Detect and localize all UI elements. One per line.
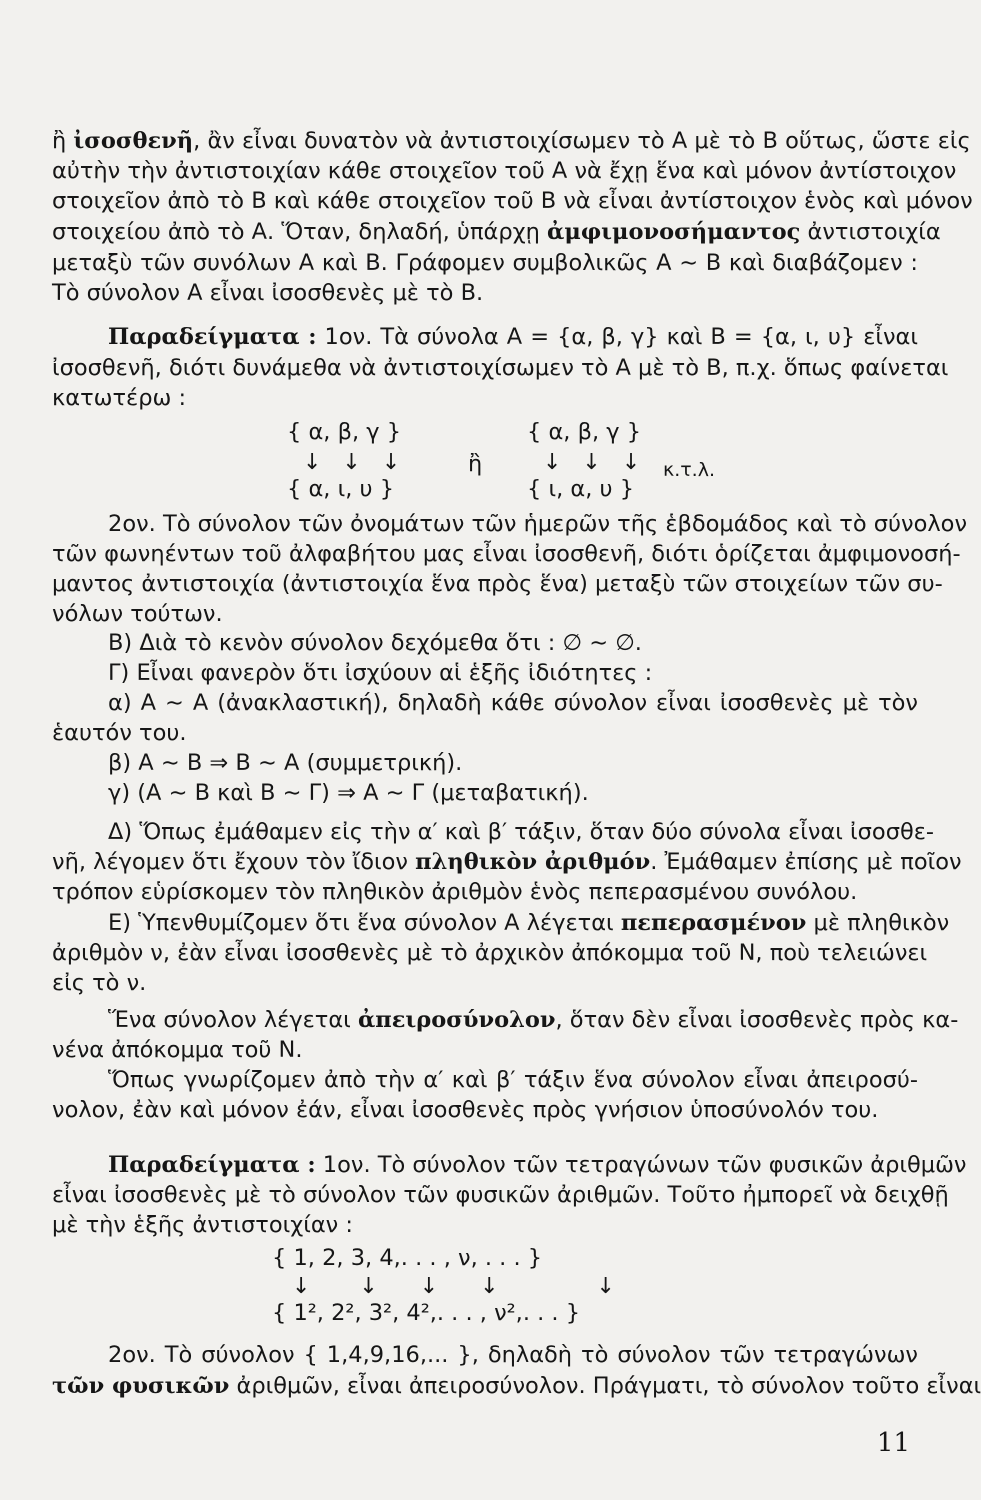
set-a-second: { α, β, γ } (527, 419, 642, 445)
mapping-arrows: ↓ ↓ ↓ (303, 450, 401, 475)
text-line: μὲ τὴν ἑξῆς ἀντιστοιχίαν : (52, 1212, 353, 1238)
text-line: Ὅπως γνωρίζομεν ἀπὸ τὴν α′ καὶ β′ τάξιν ἕνα σύνολον εἶναι ἀπειροσύ- (108, 1067, 918, 1093)
text-line: Παραδείγματα : 1ον. Τὸ σύνολον τῶν τετραγώνων τῶν φυσικῶν ἀριθμῶν (108, 1152, 967, 1178)
set-b-first: { α, ι, υ } (287, 476, 395, 502)
text-line: γ) (Α ∼ Β καὶ Β ∼ Γ) ⇒ Α ∼ Γ (μεταβατική). (108, 780, 589, 806)
text-line: νολον, ἐὰν καὶ μόνον ἐάν, εἶναι ἰσοσθενὲς πρὸς γνήσιον ὑποσύνολόν του. (52, 1097, 879, 1123)
or-word: ἢ (468, 451, 483, 477)
text-line: Β) Διὰ τὸ κενὸν σύνολον δεχόμεθα ὅτι : ∅ ∼ ∅. (108, 630, 642, 656)
text-line: μεταξὺ τῶν συνόλων Α καὶ Β. Γράφομεν συμβολικῶς Α ∼ Β καὶ διαβάζομεν : (52, 250, 918, 276)
text-line: ἰσοσθενῆ, διότι δυνάμεθα νὰ ἀντιστοιχίσωμεν τὸ Α μὲ τὸ Β, π.χ. ὅπως φαίνεται (52, 355, 949, 381)
text-line: 2ον. Τὸ σύνολον { 1,4,9,16,... }, δηλαδὴ τὸ σύνολον τῶν τετραγώνων (108, 1342, 918, 1368)
page-number: 11 (876, 1428, 910, 1458)
text-line: ἢ ἰσοσθενῆ, ἂν εἶναι δυνατὸν νὰ ἀντιστοιχίσωμεν τὸ Α μὲ τὸ Β οὕτως, ὥστε εἰς (52, 128, 971, 154)
natural-numbers-set: { 1, 2, 3, 4,. . . , ν, . . . } (272, 1245, 543, 1271)
mapping-arrows: ↓ ↓ ↓ ↓ ↓ (292, 1274, 615, 1299)
text-line: Παραδείγματα : 1ον. Τὰ σύνολα Α = {α, β, γ} καὶ Β = {α, ι, υ} εἶναι (108, 324, 918, 350)
text-line: β) Α ∼ Β ⇒ Β ∼ Α (συμμετρική). (108, 750, 463, 776)
text-line: στοιχείου ἀπὸ τὸ Α. Ὅταν, δηλαδή, ὑπάρχῃ ἀμφιμονοσήμαντος ἀντιστοιχία (52, 219, 941, 245)
text-line: νένα ἀπόκομμα τοῦ Ν. (52, 1037, 303, 1063)
bold-term: ἀμφιμονοσήμαντος (547, 219, 801, 245)
text-line: Ε) Ὑπενθυμίζομεν ὅτι ἕνα σύνολον Α λέγεται πεπερασμένον μὲ πληθικὸν (108, 910, 950, 936)
set-b-second: { ι, α, υ } (527, 476, 635, 502)
bold-term: ἀπειροσύνολον (357, 1007, 556, 1033)
text-line: Γ) Εἶναι φανερὸν ὅτι ἰσχύουν αἱ ἑξῆς ἰδιότητες : (108, 660, 653, 686)
text-line: εἰς τὸ ν. (52, 970, 147, 996)
bold-term: πεπερασμένον (620, 910, 807, 936)
text-line: ἀριθμὸν ν, ἐὰν εἶναι ἰσοσθενὲς μὲ τὸ ἀρχικὸν ἀπόκομμα τοῦ Ν, ποὺ τελειώνει (52, 940, 928, 966)
text-line: 2ον. Τὸ σύνολον τῶν ὀνομάτων τῶν ἡμερῶν τῆς ἑβδομάδος καὶ τὸ σύνολον (108, 511, 968, 537)
text-line: ἑαυτόν του. (52, 720, 187, 746)
text-line: νῆ, λέγομεν ὅτι ἔχουν τὸν ἴδιον πληθικὸν ἀριθμόν. Ἐμάθαμεν ἐπίσης μὲ ποῖον (52, 849, 962, 875)
text-line: τῶν φυσικῶν ἀριθμῶν, εἶναι ἀπειροσύνολον. Πράγματι, τὸ σύνολον τοῦτο εἶναι (52, 1373, 981, 1399)
text-line: κατωτέρω : (52, 385, 187, 411)
examples-heading: Παραδείγματα : (108, 1152, 316, 1178)
set-a-first: { α, β, γ } (287, 419, 402, 445)
text-line: εἶναι ἰσοσθενὲς μὲ τὸ σύνολον τῶν φυσικῶν ἀριθμῶν. Τοῦτο ἠμπορεῖ νὰ δειχθῇ (52, 1182, 949, 1208)
bold-term: τῶν φυσικῶν (52, 1373, 230, 1399)
squares-set: { 1², 2², 3², 4²,. . . , ν²,. . . } (272, 1300, 581, 1326)
text-line: Τὸ σύνολον Α εἶναι ἰσοσθενὲς μὲ τὸ Β. (52, 280, 484, 306)
text-line: Ἕνα σύνολον λέγεται ἀπειροσύνολον, ὅταν δὲν εἶναι ἰσοσθενὲς πρὸς κα- (108, 1007, 959, 1033)
text-line: Δ) Ὅπως ἐμάθαμεν εἰς τὴν α′ καὶ β′ τάξιν, ὅταν δύο σύνολα εἶναι ἰσοσθε- (108, 819, 935, 845)
text-line: τῶν φωνηέντων τοῦ ἀλφαβήτου μας εἶναι ἰσοσθενῆ, διότι ὁρίζεται ἀμφιμονοσή- (52, 541, 961, 567)
text-line: α) Α ∼ Α (ἀνακλαστική), δηλαδὴ κάθε σύνολον εἶναι ἰσοσθενὲς μὲ τὸν (108, 690, 918, 716)
bold-term: ἰσοσθενῆ (73, 128, 194, 154)
text-line: στοιχεῖον ἀπὸ τὸ Β καὶ κάθε στοιχεῖον τοῦ Β νὰ εἶναι ἀντίστοιχον ἑνὸς καὶ μόνον (52, 188, 973, 214)
examples-heading: Παραδείγματα : (108, 324, 317, 350)
text-line: μαντος ἀντιστοιχία (ἀντιστοιχία ἕνα πρὸς ἕνα) μεταξὺ τῶν στοιχείων τῶν συ- (52, 571, 943, 597)
bold-term: πληθικὸν ἀριθμόν (415, 849, 651, 875)
text-line: αὐτὴν τὴν ἀντιστοιχίαν κάθε στοιχεῖον τοῦ Α νὰ ἔχῃ ἕνα καὶ μόνον ἀντίστοιχον (52, 158, 957, 184)
text-line: νόλων τούτων. (52, 601, 223, 627)
text-line: τρόπον εὑρίσκομεν τὸν πληθικὸν ἀριθμὸν ἑνὸς πεπερασμένου συνόλου. (52, 879, 858, 905)
mapping-arrows: ↓ ↓ ↓ (543, 450, 641, 475)
etc-abbrev: κ.τ.λ. (663, 459, 715, 481)
